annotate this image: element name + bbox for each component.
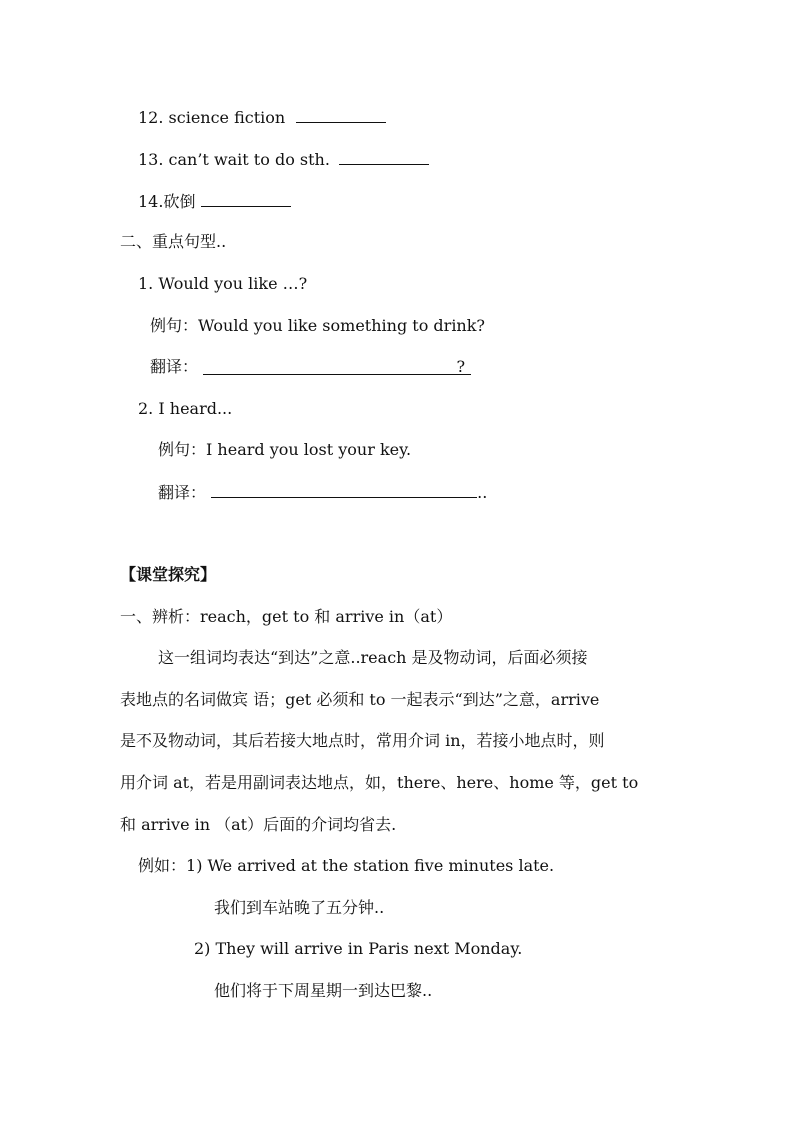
vocab-item-13-blank[interactable] [339,149,429,165]
pattern1-title: 1. Would you like …? [138,274,308,293]
vocab-item-12-text: 12. science fiction [138,108,286,127]
pattern1-translate-end: ? [456,357,466,376]
explore-paragraph-line: 用介词 at，若是用副词表达地点，如，there、here、home 等，get to [120,773,639,792]
pattern1-example [150,316,485,336]
example-1-cn: 我们到车站晚了五分钟.. [214,898,385,917]
pattern1-example-label: 例句： [150,316,199,335]
explore-subheading: 一、辨析：reach，get to 和 arrive in（at） [120,607,453,626]
vocab-item-12 [138,107,386,128]
example-2-cn: 他们将于下周星期一到达巴黎.. [214,981,433,1000]
pattern2-example [158,440,411,460]
pattern1-translate [150,357,471,377]
pattern1-translate-label: 翻译： [150,357,199,376]
vocab-item-12-blank[interactable] [296,107,386,123]
explore-paragraph-line: 和 arrive in （at）后面的介词均省去. [120,815,397,834]
explore-heading: 【课堂探究】 [120,565,217,584]
vocab-item-13-text: 13. can’t wait to do sth. [138,150,330,169]
pattern2-translate-label: 翻译： [158,483,207,502]
vocab-item-14-blank[interactable] [201,191,291,207]
pattern1-example-text: Would you like something to drink? [198,316,486,335]
pattern2-translate-blank[interactable] [211,482,477,498]
pattern2-translate-end: .. [477,483,488,502]
explore-paragraph-line: 这一组词均表达“到达”之意..reach 是及物动词，后面必须接 [158,648,588,667]
pattern2-title: 2. I heard... [138,399,233,418]
pattern2-example-text: I heard you lost your key. [206,440,412,459]
pattern2-example-label: 例句： [158,440,207,459]
pattern1-translate-blank[interactable] [203,357,471,375]
section2-heading: 二、重点句型.. [120,232,227,251]
pattern2-translate [158,482,487,503]
example-1-en [138,856,554,876]
vocab-item-13 [138,149,429,170]
explore-paragraph-line: 是不及物动词，其后若接大地点时，常用介词 in，若接小地点时，则 [120,731,605,750]
example-1-en-text: 1) We arrived at the station five minutes late. [186,856,555,875]
vocab-item-14-text: 14.砍倒 [138,192,196,211]
example-label: 例如： [138,856,187,875]
explore-paragraph-line: 表地点的名词做宾 语；get 必须和 to 一起表示“到达”之意，arrive [120,690,600,709]
vocab-item-14 [138,191,291,212]
example-2-en: 2) They will arrive in Paris next Monday. [194,939,523,958]
